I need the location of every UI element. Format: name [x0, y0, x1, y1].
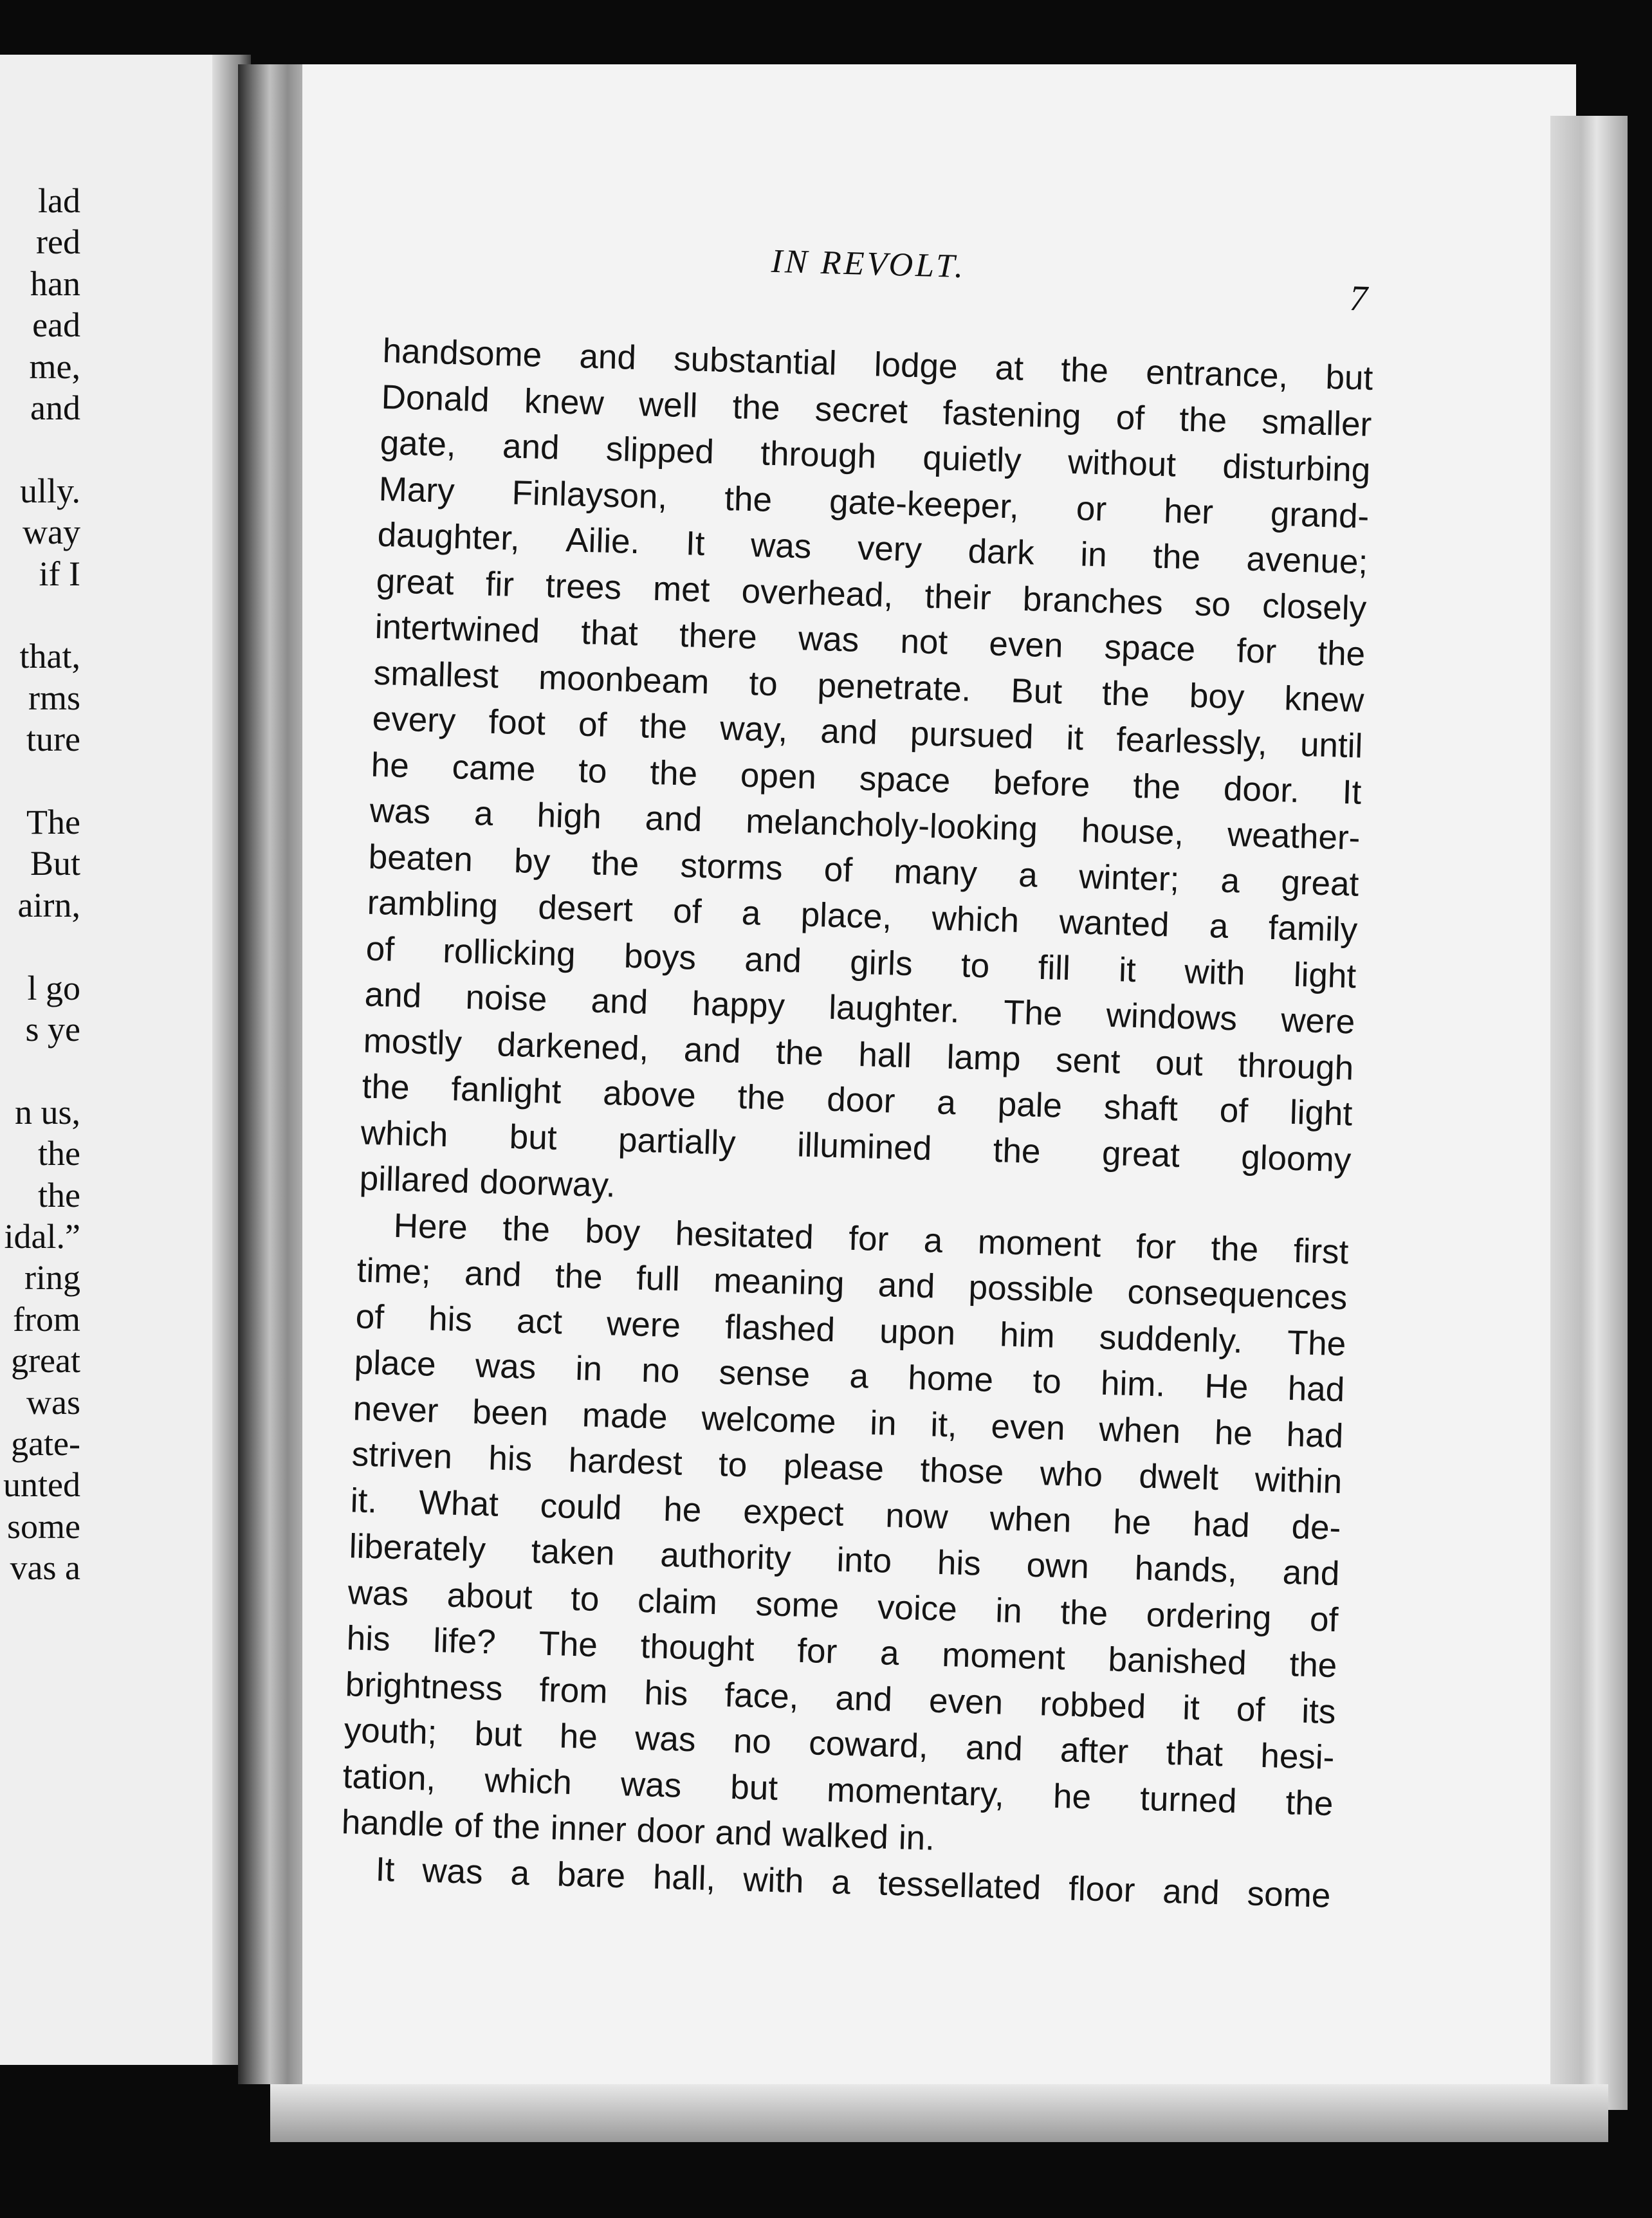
text-line: brightness from his face, and even robbed it of its — [345, 1665, 1337, 1731]
text-line: every foot of the way, and pursued it fearlessly, until — [372, 699, 1364, 765]
left-page-line-fragment: gate- — [11, 1424, 80, 1463]
text-line: handsome and substantial lodge at the entrance, but — [381, 332, 1374, 398]
text-line: liberately taken authority into his own hands, and — [349, 1527, 1341, 1593]
text-line: great fir trees met overhead, their branches so closely — [376, 562, 1367, 628]
text-line: rambling desert of a place, which wanted a family — [367, 883, 1358, 949]
left-page-line-fragment: rms — [28, 678, 80, 717]
right-page-edge — [1550, 116, 1628, 2110]
text-line: was about to claim some voice in the ordering of — [347, 1573, 1339, 1639]
text-line: his life? The thought for a moment banished the — [346, 1619, 1338, 1685]
left-page-line-fragment: some — [7, 1507, 80, 1546]
left-page-line-fragment: the — [38, 1134, 80, 1173]
left-page-line-fragment: unted — [3, 1465, 80, 1505]
left-page-line-fragment: n us, — [14, 1092, 80, 1132]
running-head: IN REVOLT. — [771, 243, 966, 286]
body-text — [340, 328, 1373, 1919]
left-page-line-fragment: the — [38, 1175, 80, 1214]
text-line: tation, which was but momentary, he turned the — [342, 1757, 1334, 1823]
text-line: pillared doorway. — [359, 1159, 616, 1205]
left-page-line-fragment: and — [30, 389, 80, 427]
text-line: which but partially illumined the great gloomy — [360, 1114, 1352, 1180]
left-page-line-fragment: ead — [32, 306, 80, 345]
page-bottom-edge — [270, 2084, 1608, 2142]
text-line: mostly darkened, and the hall lamp sent out through — [363, 1022, 1355, 1088]
text-line: gate, and slipped through quietly without disturbing — [379, 424, 1371, 490]
left-page-line-fragment: way — [23, 513, 80, 552]
text-line: he came to the open space before the door. It — [371, 746, 1363, 812]
text-line: daughter, Ailie. It was very dark in the avenue; — [377, 516, 1369, 582]
book-spine — [238, 64, 309, 2084]
text-line: beaten by the storms of many a winter; a great — [368, 838, 1360, 904]
left-page-line-fragment: great — [11, 1341, 80, 1380]
left-page-line-fragment: idal.” — [4, 1217, 80, 1256]
left-page-line-fragment: was — [26, 1382, 80, 1422]
text-line: handle of the inner door and walked in. — [341, 1803, 935, 1858]
text-line: striven his hardest to please those who dwelt within — [351, 1435, 1343, 1501]
left-page-line-fragment: The — [26, 803, 80, 841]
left-page-line-fragment: ully. — [20, 471, 80, 510]
left-page-line-fragment: l go — [27, 968, 80, 1007]
text-line: of his act were flashed upon him suddenly. The — [355, 1297, 1347, 1364]
left-page-line-fragment: s ye — [25, 1010, 80, 1049]
left-page-line-fragment: from — [13, 1299, 80, 1339]
text-line: time; and the full meaning and possible consequences — [356, 1251, 1348, 1317]
left-page-line-fragment: han — [30, 264, 80, 303]
text-line: Here the boy hesitated for a moment for the first — [393, 1206, 1350, 1272]
page-number: 7 — [1348, 278, 1368, 319]
text-line: smallest moonbeam to penetrate. But the boy knew — [373, 654, 1365, 720]
text-line: Donald knew well the secret fastening of the smaller — [380, 378, 1373, 444]
text-line: place was in no sense a home to him. He had — [354, 1343, 1346, 1409]
left-page-line-fragment: ring — [24, 1258, 80, 1297]
left-page-line-fragment: me, — [29, 347, 80, 386]
text-line: of rollicking boys and girls to fill it with light — [365, 930, 1357, 996]
text-line: intertwined that there was not even space for the — [374, 608, 1366, 674]
text-line: the fanlight above the door a pale shaft of light — [362, 1067, 1354, 1133]
text-line: it. What could he expect now when he had de- — [350, 1481, 1342, 1547]
text-line: youth; but he was no coward, and after that hesi- — [344, 1711, 1335, 1777]
text-line: never been made welcome in it, even when he had — [353, 1389, 1345, 1456]
left-page-line-fragment: lad — [38, 181, 80, 220]
left-page — [0, 55, 241, 2065]
text-line: and noise and happy laughter. The windows were — [364, 975, 1356, 1041]
left-page-line-fragment: red — [36, 223, 80, 262]
left-page-line-fragment: if I — [39, 554, 80, 593]
left-page-line-fragment: airn, — [17, 885, 80, 924]
left-page-line-fragment: But — [30, 844, 80, 883]
left-page-line-fragment: ture — [26, 720, 80, 759]
text-line: It was a bare hall, with a tessellated floor and some — [375, 1850, 1332, 1915]
text-line: Mary Finlayson, the gate-keeper, or her grand- — [378, 470, 1370, 536]
left-page-line-fragment: that, — [19, 637, 80, 676]
text-line: was a high and melancholy-looking house, weather- — [369, 791, 1361, 857]
left-page-line-fragment: vas a — [10, 1548, 80, 1588]
